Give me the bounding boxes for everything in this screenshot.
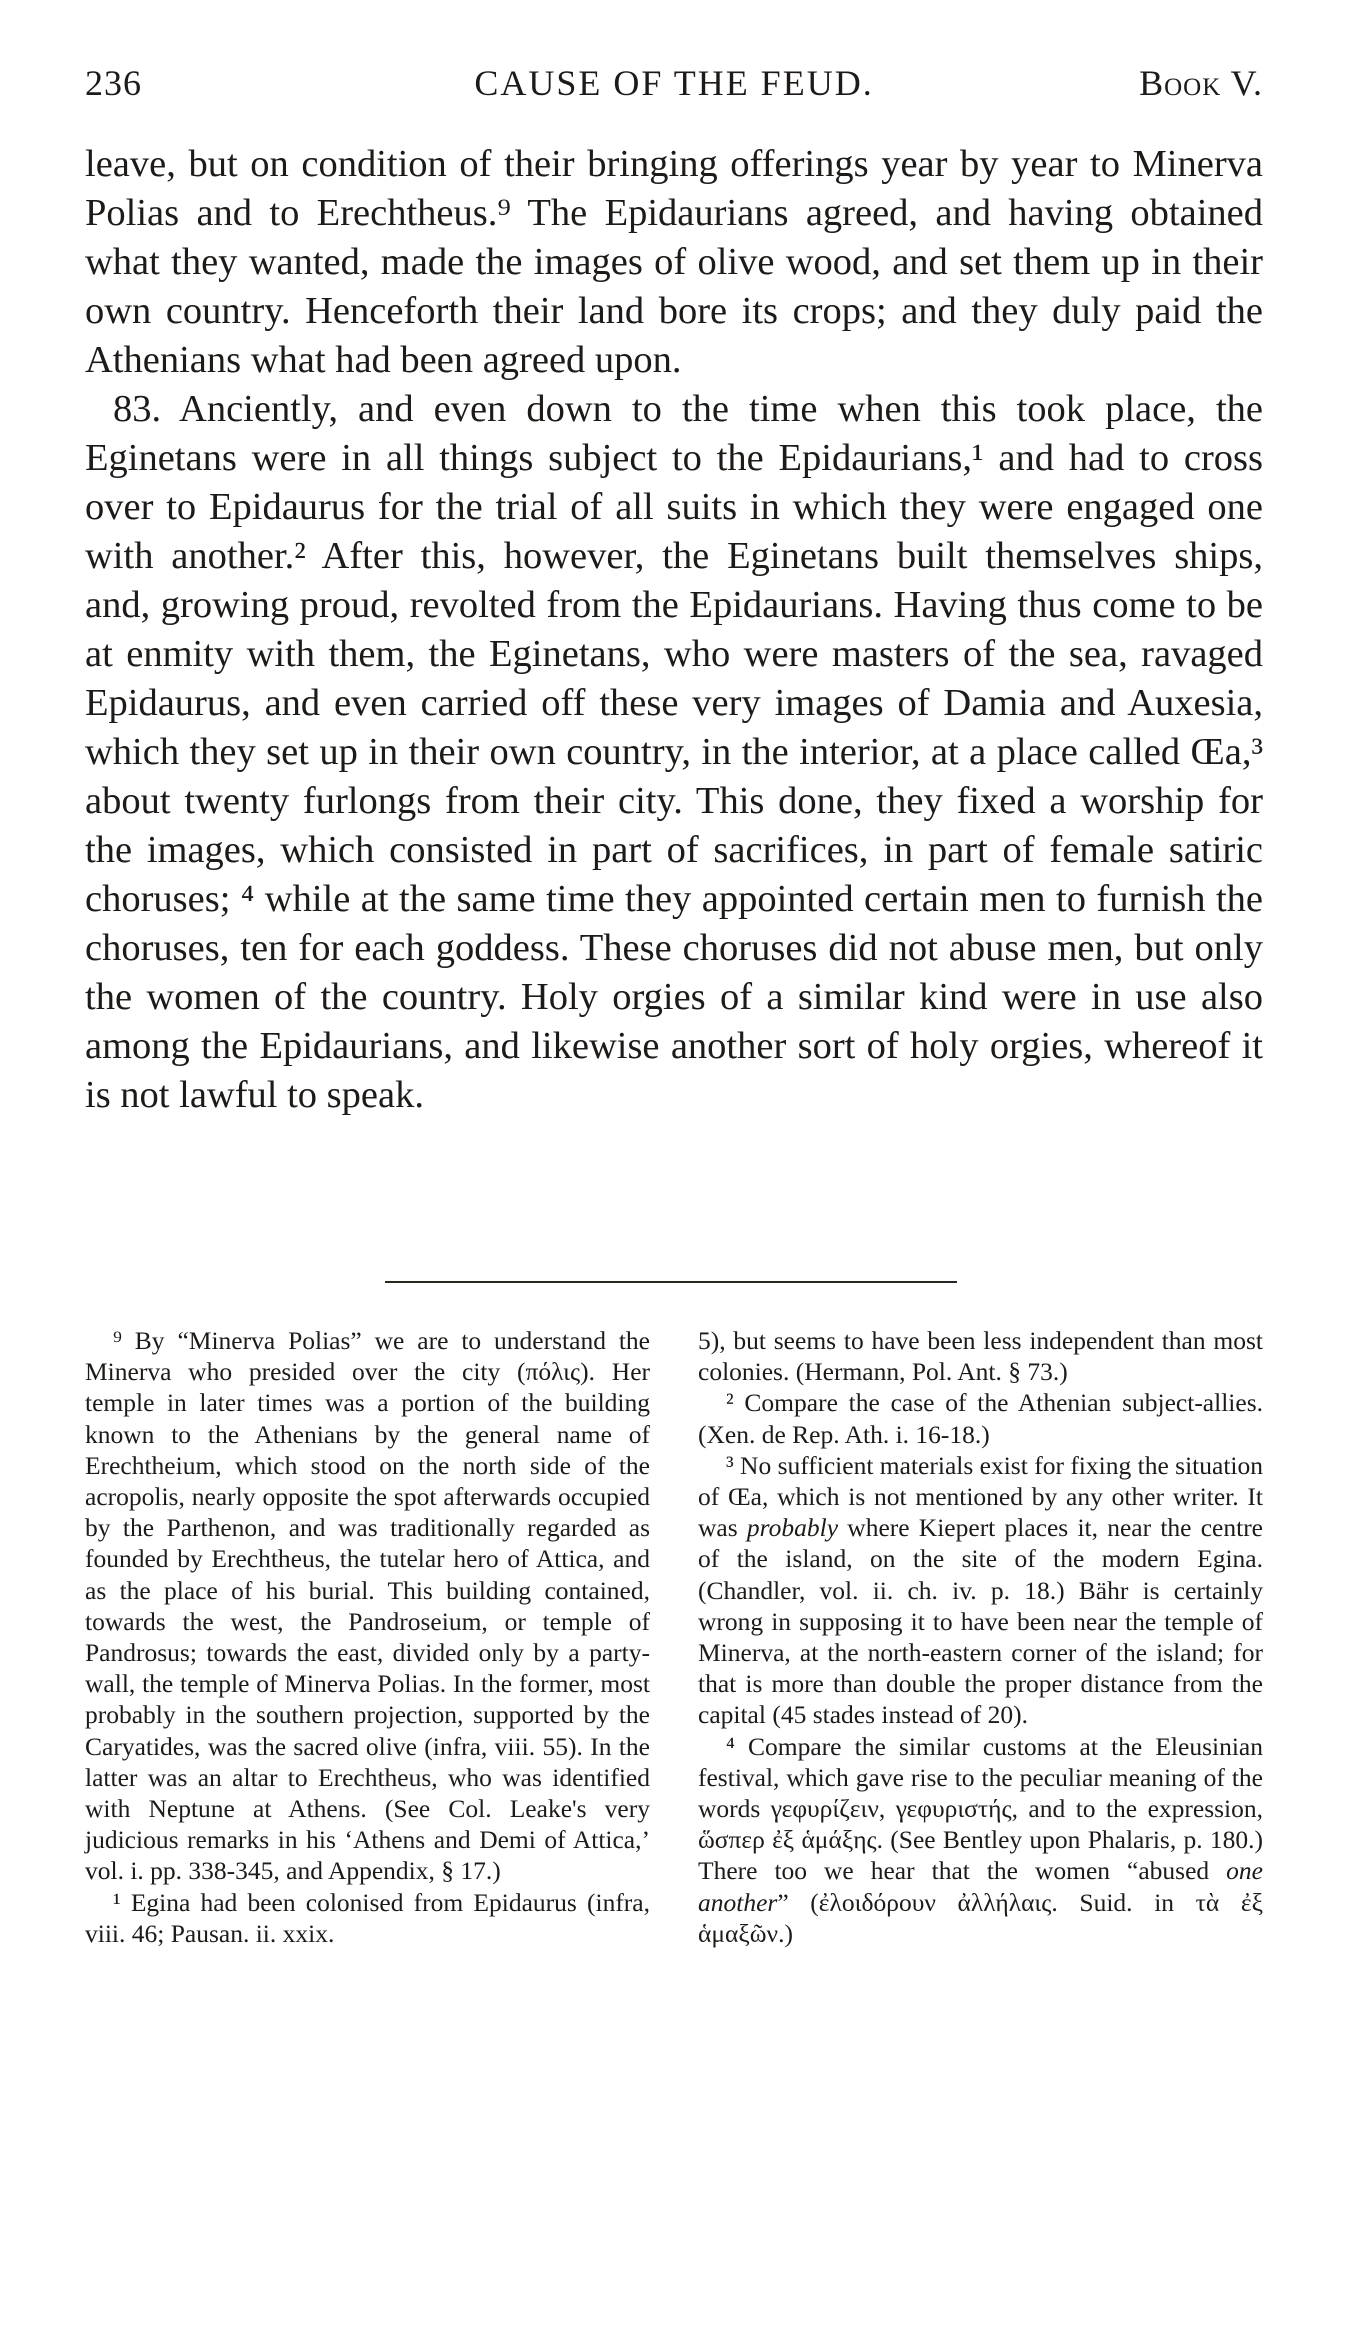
main-text xyxy=(85,140,1263,1120)
paragraph-continued: leave, but on condition of their bringing offerings year by year to Minerva Polias and to Erechtheus.⁹ The Epidaurians agreed, and having obtained what they wanted, made the images of olive wood, and set them up in their own country. Henceforth their land bore its crops; and they duly paid the Athenians what had been agreed upon. xyxy=(85,143,1263,381)
footnote-3 xyxy=(698,1450,1263,1731)
running-title: CAUSE OF THE FEUD. xyxy=(474,63,874,103)
footnote-3-text-b: where Kiepert places it, near the centre of the island, on the site of the modern Egina. (Chandler, vol. ii. ch. iv. p. 18.) Bähr is certainly wrong in supposing it to have been near the temple of Minerva, at the north-eastern corner of the island; for that is more than double the proper distance from the capital (45 stades instead of 20). xyxy=(698,1513,1264,1730)
paragraph-83: 83. Anciently, and even down to the time when this took place, the Eginetans were in all things subject to the Epidaurians,¹ and had to cross over to Epidaurus for the trial of all suits in which they were engaged one with another.² After this, however, the Eginetans built themselves ships, and, growing proud, revolted from the Epidaurians. Having thus come to be at enmity with them, the Eginetans, who were masters of the sea, ravaged Epidaurus, and even carried off these very images of Damia and Auxesia, which they set up in their own country, in the interior, at a place called Œa,³ about twenty furlongs from their city. This done, they fixed a worship for the images, which consisted in part of sacrifices, in part of female satiric choruses; ⁴ while at the same time they appointed certain men to furnish the choruses, ten for each goddess. These choruses did not abuse men, but only the women of the country. Holy orgies of a similar kind were in use also among the Epidaurians, and likewise another sort of holy orgies, whereof it is not lawful to speak. xyxy=(85,388,1263,1116)
footnote-9: ⁹ By “Minerva Polias” we are to understand the Minerva who presided over the city (πόλις). Her temple in later times was a portion of the building known to the Athenians by the general name of Erechtheium, which stood on the north side of the acropolis, nearly opposite the spot afterwards occupied by the Parthenon, and was traditionally regarded as founded by Erechtheus, the tutelar hero of Attica, and as the place of his burial. This building contained, towards the west, the Pandroseium, or temple of Pandrosus; towards the east, divided only by a party-wall, the temple of Minerva Polias. In the former, most probably in the southern projection, supported by the Caryatides, was the sacred olive (infra, viii. 55). In the latter was an altar to Erechtheus, who was identified with Neptune at Athens. (See Col. Leake's very judicious remarks in his ‘Athens and Demi of Attica,’ vol. i. pp. 338-345, and Appendix, § 17.) xyxy=(85,1326,650,1886)
footnote-divider xyxy=(385,1281,957,1283)
footnotes-left-column xyxy=(85,1325,650,1949)
running-header xyxy=(85,62,1263,112)
footnote-1-start: ¹ Egina had been colonised from Epidaurus (infra, viii. 46; Pausan. ii. xxix. xyxy=(85,1887,650,1948)
footnote-4-emphasis: one another xyxy=(698,1856,1263,1917)
footnote-2: ² Compare the case of the Athenian subject-allies. (Xen. de Rep. Ath. i. 16-18.) xyxy=(698,1388,1263,1449)
footnote-4-text-b: ” (ἐλοιδόρουν ἀλλήλαις. Suid. in τὰ ἐξ ἁμαξῶν.) xyxy=(698,1887,1263,1948)
footnotes-right-column xyxy=(698,1325,1263,1949)
footnote-4 xyxy=(698,1731,1263,1949)
footnote-4-text-a: ⁴ Compare the similar customs at the Eleusinian festival, which gave rise to the peculiar meaning of the words γεφυρίζειν, γεφυριστής, and to the expression, ὥσπερ ἐξ ἁμάξης. (See Bentley upon Phalaris, p. 180.) There too we hear that the women “abused xyxy=(698,1731,1263,1886)
book-label: Book V. xyxy=(1139,63,1263,103)
footnote-1-continued: 5), but seems to have been less independent than most colonies. (Hermann, Pol. Ant. § 73.) xyxy=(698,1326,1263,1387)
page-number: 236 xyxy=(85,63,142,103)
footnote-3-emphasis: probably xyxy=(746,1513,839,1543)
footnote-3-text-a: ³ No sufficient materials exist for fixing the situation of Œa, which is not mentioned by any other writer. It was xyxy=(698,1450,1263,1543)
